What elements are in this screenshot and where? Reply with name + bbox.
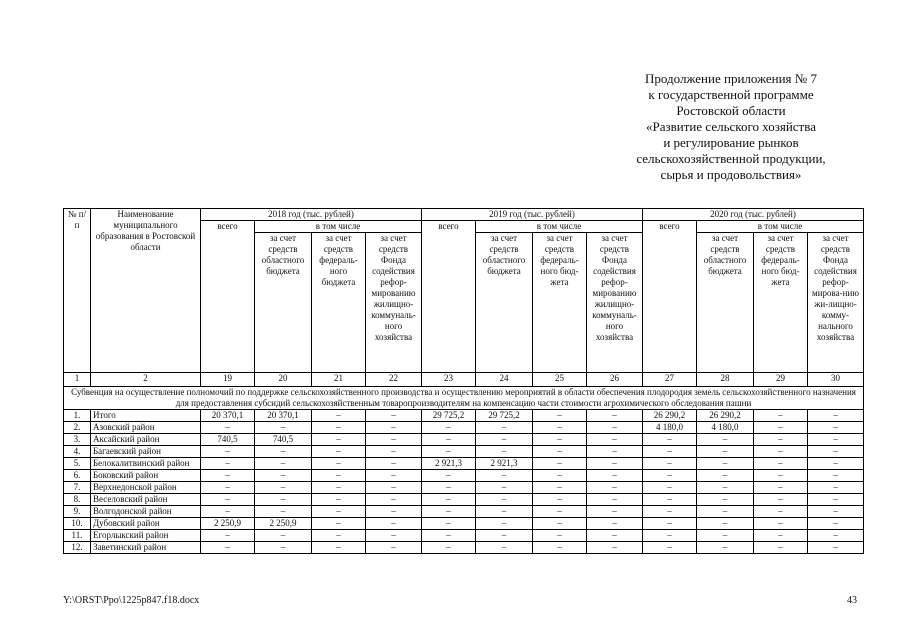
row-number: 12. — [64, 542, 91, 554]
amount-cell: 29 725,2 — [476, 410, 533, 422]
amount-cell: – — [422, 494, 476, 506]
amount-cell: – — [422, 434, 476, 446]
amount-cell: – — [201, 494, 255, 506]
amount-cell: – — [587, 434, 643, 446]
amount-cell: – — [697, 482, 754, 494]
row-number: 4. — [64, 446, 91, 458]
amount-cell: – — [422, 518, 476, 530]
year-header: 2018 год (тыс. рублей) — [201, 209, 422, 221]
amount-cell: – — [476, 518, 533, 530]
table-row — [64, 542, 864, 554]
amount-cell: – — [808, 470, 864, 482]
col-header-fund: за счет средств Фонда содействия рефор-мированию жилищно-коммуналь-ного хозяйства — [587, 233, 643, 373]
amount-cell: – — [587, 482, 643, 494]
col-header-regional: за счет средств областного бюджета — [476, 233, 533, 373]
amount-cell: – — [366, 410, 422, 422]
amount-cell: 2 921,3 — [422, 458, 476, 470]
amount-cell: – — [808, 434, 864, 446]
col-number: 21 — [312, 373, 366, 387]
amount-cell: – — [533, 506, 587, 518]
amount-cell: 26 290,2 — [697, 410, 754, 422]
amount-cell: – — [697, 530, 754, 542]
amount-cell: 4 180,0 — [643, 422, 697, 434]
amount-cell: – — [201, 542, 255, 554]
amount-cell: – — [422, 470, 476, 482]
col-header-fund: за счет средств Фонда содействия рефор-мирова-нию жи-лищно-комму-нального хозяйства — [808, 233, 864, 373]
amount-cell: – — [533, 470, 587, 482]
row-number: 11. — [64, 530, 91, 542]
amount-cell: – — [255, 530, 312, 542]
amount-cell: – — [643, 494, 697, 506]
table-row — [64, 506, 864, 518]
amount-cell: – — [808, 530, 864, 542]
section-title-row — [64, 387, 864, 410]
col-number: 23 — [422, 373, 476, 387]
amount-cell: – — [533, 482, 587, 494]
amount-cell: – — [201, 422, 255, 434]
amount-cell: – — [255, 470, 312, 482]
amount-cell: – — [201, 482, 255, 494]
amount-cell: – — [808, 458, 864, 470]
page-number: 43 — [847, 595, 857, 606]
amount-cell: – — [366, 470, 422, 482]
col-number: 25 — [533, 373, 587, 387]
district-name: Егорлыкский район — [91, 530, 201, 542]
col-number: 30 — [808, 373, 864, 387]
table-row — [64, 482, 864, 494]
amount-cell: – — [587, 506, 643, 518]
header-line: «Развитие сельского хозяйства — [646, 119, 816, 134]
col-number: 24 — [476, 373, 533, 387]
amount-cell: – — [312, 422, 366, 434]
amount-cell: – — [643, 470, 697, 482]
district-name: Дубовский район — [91, 518, 201, 530]
amount-cell: 4 180,0 — [697, 422, 754, 434]
col-header-no: № п/п — [64, 209, 91, 373]
amount-cell: – — [533, 494, 587, 506]
amount-cell: – — [312, 482, 366, 494]
row-number: 3. — [64, 434, 91, 446]
header-line: Продолжение приложения № 7 — [645, 71, 817, 86]
amount-cell: – — [422, 506, 476, 518]
amount-cell: 26 290,2 — [643, 410, 697, 422]
col-number: 2 — [91, 373, 201, 387]
amount-cell: – — [476, 422, 533, 434]
amount-cell: – — [754, 458, 808, 470]
amount-cell: 2 921,3 — [476, 458, 533, 470]
col-header-total: всего — [422, 221, 476, 373]
amount-cell: – — [587, 518, 643, 530]
amount-cell: – — [754, 542, 808, 554]
amount-cell: – — [643, 458, 697, 470]
amount-cell: – — [312, 458, 366, 470]
amount-cell: – — [643, 530, 697, 542]
amount-cell: – — [201, 470, 255, 482]
district-name: Багаевский район — [91, 446, 201, 458]
col-number: 28 — [697, 373, 754, 387]
amount-cell: – — [366, 458, 422, 470]
amount-cell: – — [754, 410, 808, 422]
amount-cell: – — [697, 446, 754, 458]
header-line: сырья и продовольствия» — [660, 167, 802, 182]
amount-cell: – — [255, 482, 312, 494]
amount-cell: – — [422, 542, 476, 554]
row-number: 5. — [64, 458, 91, 470]
amount-cell: – — [201, 446, 255, 458]
amount-cell: – — [808, 506, 864, 518]
table-row — [64, 494, 864, 506]
district-name: Итого — [91, 410, 201, 422]
amount-cell: – — [366, 518, 422, 530]
amount-cell: – — [533, 458, 587, 470]
amount-cell: – — [312, 410, 366, 422]
amount-cell: – — [476, 494, 533, 506]
row-number: 10. — [64, 518, 91, 530]
amount-cell: 2 250,9 — [255, 518, 312, 530]
amount-cell: – — [255, 458, 312, 470]
amount-cell: – — [754, 530, 808, 542]
amount-cell: – — [587, 458, 643, 470]
amount-cell: – — [643, 446, 697, 458]
district-name: Веселовский район — [91, 494, 201, 506]
amount-cell: – — [366, 530, 422, 542]
amount-cell: – — [587, 530, 643, 542]
table-row — [64, 458, 864, 470]
col-header-incl: в том числе — [697, 221, 864, 233]
row-number: 2. — [64, 422, 91, 434]
col-number: 19 — [201, 373, 255, 387]
amount-cell: – — [422, 530, 476, 542]
amount-cell: – — [754, 422, 808, 434]
district-name: Белокалитвинский район — [91, 458, 201, 470]
district-name: Азовский район — [91, 422, 201, 434]
amount-cell: – — [587, 494, 643, 506]
amount-cell: – — [533, 422, 587, 434]
amount-cell: – — [255, 506, 312, 518]
col-header-regional: за счет средств областного бюджета — [697, 233, 754, 373]
amount-cell: – — [476, 542, 533, 554]
col-number: 22 — [366, 373, 422, 387]
amount-cell: – — [366, 422, 422, 434]
amount-cell: 20 370,1 — [201, 410, 255, 422]
header-line: Ростовской области — [676, 103, 786, 118]
amount-cell: – — [366, 542, 422, 554]
section-title: Субвенция на осуществление полномочий по поддержке сельскохозяйственного производства и осуществлению мероприятий в области обеспечения плодородия земель сельскохозяйственного назначения для предоставления субсидий сельскохозяйственным товаропроизводителям на компенсацию части стоимости агрохимического обследования пашни — [64, 387, 864, 410]
amount-cell: – — [255, 542, 312, 554]
col-number: 29 — [754, 373, 808, 387]
district-name: Аксайский район — [91, 434, 201, 446]
amount-cell: – — [312, 530, 366, 542]
amount-cell: – — [643, 506, 697, 518]
amount-cell: – — [754, 470, 808, 482]
district-name: Боковский район — [91, 470, 201, 482]
amount-cell: – — [312, 518, 366, 530]
amount-cell: – — [754, 494, 808, 506]
col-header-regional: за счет средств областного бюджета — [255, 233, 312, 373]
row-number: 1. — [64, 410, 91, 422]
table-row — [64, 434, 864, 446]
amount-cell: – — [476, 482, 533, 494]
amount-cell: – — [255, 422, 312, 434]
col-header-federal: за счет средств федераль-ного бюджета — [312, 233, 366, 373]
amount-cell: – — [697, 470, 754, 482]
amount-cell: – — [808, 482, 864, 494]
amount-cell: – — [697, 494, 754, 506]
amount-cell: – — [697, 542, 754, 554]
amount-cell: – — [533, 518, 587, 530]
header-line: и регулирование рынков — [663, 135, 799, 150]
amount-cell: 20 370,1 — [255, 410, 312, 422]
amount-cell: – — [312, 446, 366, 458]
amount-cell: – — [754, 506, 808, 518]
col-header-federal: за счет средств федераль-ного бюд-жета — [533, 233, 587, 373]
amount-cell: – — [366, 482, 422, 494]
amount-cell: – — [476, 446, 533, 458]
amount-cell: – — [643, 518, 697, 530]
col-number: 27 — [643, 373, 697, 387]
col-number: 1 — [64, 373, 91, 387]
header-line: к государственной программе — [648, 87, 814, 102]
amount-cell: – — [201, 458, 255, 470]
table-row — [64, 422, 864, 434]
amount-cell: – — [422, 446, 476, 458]
amount-cell: – — [476, 506, 533, 518]
amount-cell: – — [422, 422, 476, 434]
amount-cell: – — [312, 434, 366, 446]
amount-cell: – — [312, 494, 366, 506]
amount-cell: – — [255, 446, 312, 458]
amount-cell: – — [697, 434, 754, 446]
amount-cell: – — [754, 446, 808, 458]
amount-cell: – — [366, 434, 422, 446]
amount-cell: – — [476, 530, 533, 542]
col-header-total: всего — [201, 221, 255, 373]
col-number: 20 — [255, 373, 312, 387]
table-row — [64, 530, 864, 542]
amount-cell: – — [201, 506, 255, 518]
amount-cell: – — [312, 542, 366, 554]
amount-cell: – — [808, 410, 864, 422]
amount-cell: – — [697, 506, 754, 518]
year-header: 2019 год (тыс. рублей) — [422, 209, 643, 221]
col-header-total: всего — [643, 221, 697, 373]
amount-cell: – — [754, 518, 808, 530]
col-header-incl: в том числе — [476, 221, 643, 233]
amount-cell: – — [422, 482, 476, 494]
amount-cell: – — [587, 410, 643, 422]
amount-cell: – — [754, 434, 808, 446]
table-row — [64, 410, 864, 422]
amount-cell: – — [754, 482, 808, 494]
amount-cell: – — [476, 470, 533, 482]
amount-cell: – — [643, 482, 697, 494]
amount-cell: – — [366, 446, 422, 458]
col-header-name: Наименование муниципального образования в Ростовской области — [91, 209, 201, 373]
appendix-header — [601, 71, 861, 183]
amount-cell: – — [312, 470, 366, 482]
amount-cell: – — [808, 422, 864, 434]
amount-cell: – — [587, 542, 643, 554]
amount-cell: – — [533, 410, 587, 422]
budget-table — [63, 208, 864, 554]
col-header-fund: за счет средств Фонда содействия рефор-мированию жилищно-коммуналь-ного хозяйства — [366, 233, 422, 373]
header-line: сельскохозяйственной продукции, — [636, 151, 826, 166]
column-number-row — [64, 373, 864, 387]
row-number: 6. — [64, 470, 91, 482]
table-body — [64, 410, 864, 554]
amount-cell: 740,5 — [255, 434, 312, 446]
row-number: 8. — [64, 494, 91, 506]
amount-cell: – — [697, 518, 754, 530]
col-header-federal: за счет средств федераль-ного бюд-жета — [754, 233, 808, 373]
amount-cell: 740,5 — [201, 434, 255, 446]
amount-cell: – — [533, 542, 587, 554]
year-header: 2020 год (тыс. рублей) — [643, 209, 864, 221]
amount-cell: – — [808, 494, 864, 506]
amount-cell: – — [643, 542, 697, 554]
amount-cell: 29 725,2 — [422, 410, 476, 422]
amount-cell: – — [587, 422, 643, 434]
amount-cell: – — [697, 458, 754, 470]
district-name: Верхнедонской район — [91, 482, 201, 494]
amount-cell: – — [587, 470, 643, 482]
amount-cell: – — [808, 446, 864, 458]
col-number: 26 — [587, 373, 643, 387]
row-number: 9. — [64, 506, 91, 518]
district-name: Волгодонской район — [91, 506, 201, 518]
amount-cell: – — [255, 494, 312, 506]
amount-cell: – — [808, 542, 864, 554]
table-row — [64, 518, 864, 530]
amount-cell: – — [808, 518, 864, 530]
table-row — [64, 470, 864, 482]
amount-cell: – — [366, 506, 422, 518]
district-name: Заветинский район — [91, 542, 201, 554]
amount-cell: 2 250,9 — [201, 518, 255, 530]
amount-cell: – — [533, 530, 587, 542]
amount-cell: – — [533, 434, 587, 446]
row-number: 7. — [64, 482, 91, 494]
amount-cell: – — [366, 494, 422, 506]
amount-cell: – — [312, 506, 366, 518]
amount-cell: – — [533, 446, 587, 458]
amount-cell: – — [201, 530, 255, 542]
table-row — [64, 446, 864, 458]
amount-cell: – — [643, 434, 697, 446]
col-header-incl: в том числе — [255, 221, 422, 233]
amount-cell: – — [587, 446, 643, 458]
amount-cell: – — [476, 434, 533, 446]
file-path: Y:\ORST\Ppo\1225p847.f18.docx — [63, 595, 200, 606]
